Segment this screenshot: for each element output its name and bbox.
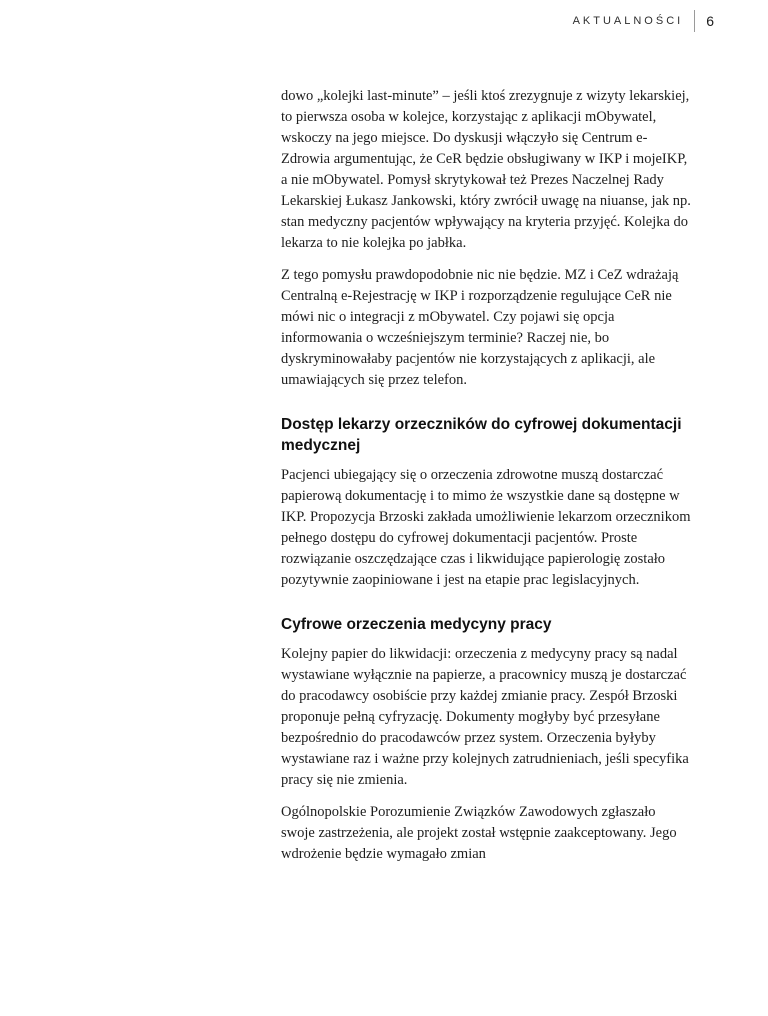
section-heading: Cyfrowe orzeczenia medycyny pracy	[281, 616, 552, 633]
page-header	[573, 8, 714, 34]
article-column	[281, 86, 691, 876]
page-number: 6	[706, 13, 714, 29]
paragraph: dowo „kolejki last-minute” – jeśli ktoś zrezygnuje z wizyty lekarskiej, to pierwsza osoba w kolejce, korzystając z aplikacji mObywatel, wskoczy na jego miejsce. Do dyskusji włączyło się Centrum e-Zdrowia argumentując, że CeR będzie obsługiwany w IKP i mojeIKP, a nie mObywatel. Pomysł skrytykował też Prezes Naczelnej Rady Lekarskiej Łukasz Jankowski, który zwrócił uwagę na niuanse, jak np. stan medyczny pacjentów wpływający na kryteria przyjęć. Kolejka do lekarza to nie kolejka po jabłka.	[281, 88, 691, 251]
section-heading: Dostęp lekarzy orzeczników do cyfrowej dokumentacji medycznej	[281, 416, 682, 454]
paragraph: Z tego pomysłu prawdopodobnie nic nie będzie. MZ i CeZ wdrażają Centralną e-Rejestrację w IKP i rozporządzenie regulujące CeR nie mówi nic o integracji z mObywatel. Czy pojawi się opcja informowania o wcześniejszym terminie? Raczej nie, bo dyskryminowałaby pacjentów nie korzystających z aplikacji, ale umawiających się przez telefon.	[281, 267, 679, 388]
header-divider	[694, 10, 695, 32]
paragraph: Ogólnopolskie Porozumienie Związków Zawodowych zgłaszało swoje zastrzeżenia, ale projekt został wstępnie zaakceptowany. Jego wdrożenie będzie wymagało zmian	[281, 804, 677, 862]
paragraph: Kolejny papier do likwidacji: orzeczenia z medycyny pracy są nadal wystawiane wyłącznie na papierze, a pracownicy muszą je dostarczać do pracodawcy osobiście przy każdej zmianie pracy. Zespół Brzoski proponuje pełną cyfryzację. Dokumenty mogłyby być przesyłane bezpośrednio do pracodawców przez system. Orzeczenia byłyby wystawiane raz i ważne przy kolejnych zatrudnieniach, jeśli specyfika pracy się nie zmienia.	[281, 646, 689, 788]
paragraph: Pacjenci ubiegający się o orzeczenia zdrowotne muszą dostarczać papierową dokumentację i to mimo że wszystkie dane są dostępne w IKP. Propozycja Brzoski zakłada umożliwienie lekarzom orzecznikom pełnego dostępu do cyfrowej dokumentacji pacjentów. Proste rozwiązanie oszczędzające czas i likwidujące papierologię zostało pozytywnie zaopiniowane i jest na etapie prac legislacyjnych.	[281, 467, 691, 588]
section-label: AKTUALNOŚCI	[572, 15, 684, 27]
